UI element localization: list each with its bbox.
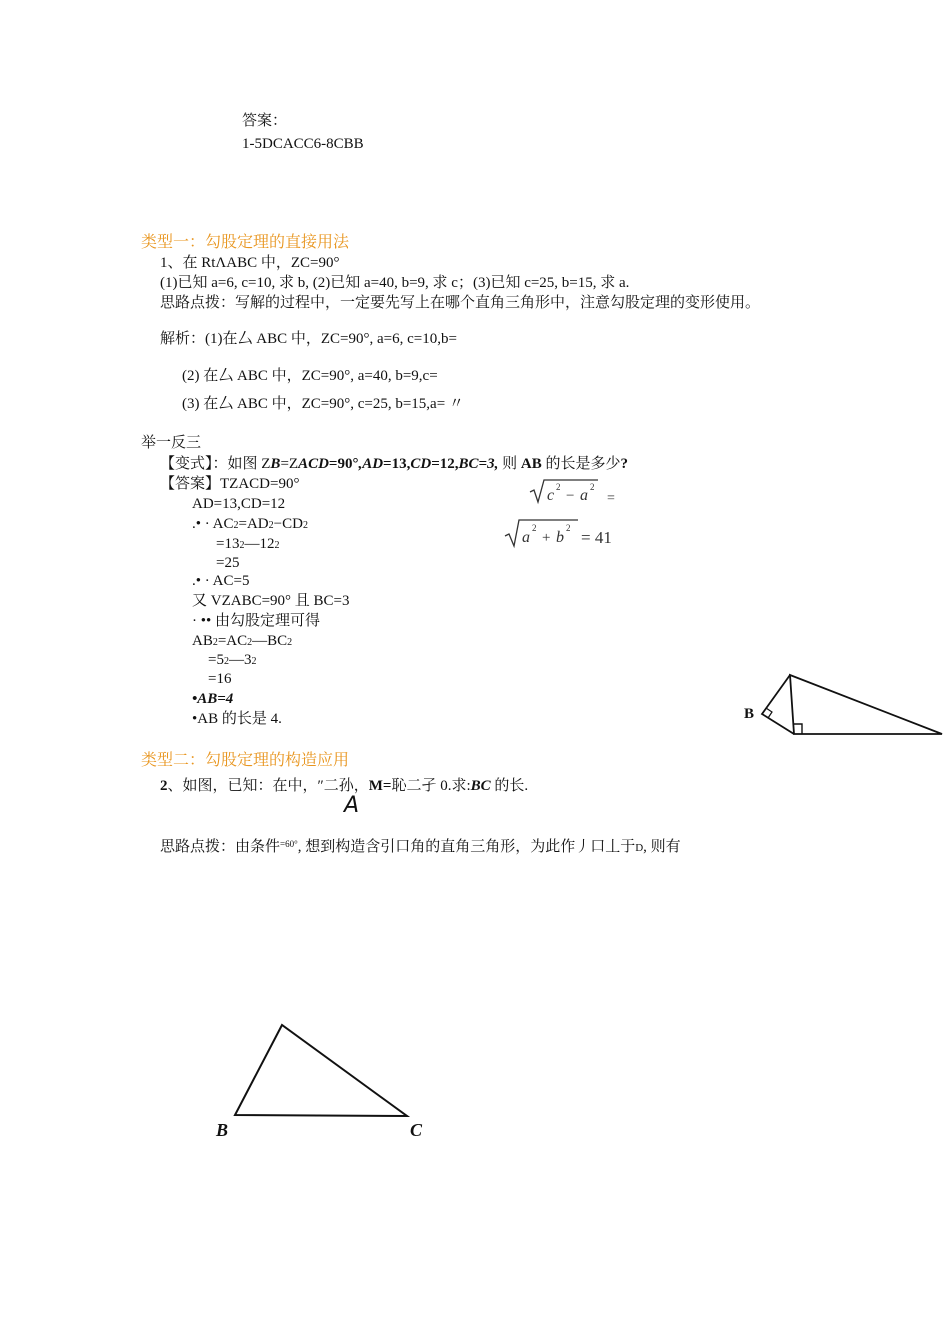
svg-text:=: =	[607, 491, 615, 506]
variant-figure	[738, 668, 950, 740]
variant-line-11: •AB=4	[192, 691, 234, 707]
variant-line-9: =52—32	[208, 652, 257, 668]
triangle-figure	[210, 1018, 440, 1143]
svg-text:a: a	[522, 529, 530, 546]
formula-sqrt-a2-b2	[505, 520, 612, 547]
type1-tip: 思路点拨：写解的过程中，一定要先写上在哪个直角三角形中，注意勾股定理的变形使用。	[160, 295, 761, 311]
type1-heading: 类型一：勾股定理的直接用法	[141, 232, 350, 251]
svg-text:a: a	[580, 487, 588, 504]
variant-line-3: =132—122	[216, 536, 280, 552]
formula-sqrt-c2-a2	[530, 480, 615, 506]
triangle-label-b: B	[216, 1120, 229, 1140]
variant-line-10: =16	[208, 671, 232, 687]
variant-line-7: · •• 由勾股定理可得	[192, 613, 320, 629]
type1-solution-3: (3) 在厶 ABC 中，ZC=90°, c=25, b=15,a= 〃	[182, 396, 464, 412]
svg-text:2: 2	[556, 482, 561, 492]
type1-solution-1: 解析：(1)在厶 ABC 中，ZC=90°, a=6, c=10,b=	[160, 331, 457, 347]
variant-line-6: 又 VZABC=90° 且 BC=3	[192, 593, 350, 609]
svg-text:= 41: = 41	[581, 528, 612, 547]
svg-text:+: +	[542, 530, 551, 546]
formula-images	[500, 478, 640, 550]
variant-question: 【变式】：如图 ZB=ZACD=90°,AD=13,CD=12,BC=3, 则 AB 的长是多少?	[160, 456, 628, 472]
type2-tip: 思路点拨：由条件$^{=60^\circ}$, 想到构造含引口角的直角三角形，为此作丿口丄于D, 则有	[160, 839, 681, 855]
svg-text:2: 2	[590, 482, 595, 492]
variant-answer-label: 【答案】TZACD=90°	[160, 476, 300, 492]
type2-heading: 类型二：勾股定理的构造应用	[141, 750, 350, 769]
svg-text:c: c	[547, 487, 555, 504]
type1-solution-2: (2) 在厶 ABC 中，ZC=90°, a=40, b=9,c=	[182, 368, 438, 384]
variant-line-5: .• · AC=5	[192, 573, 250, 589]
type2-label-a: A	[344, 793, 360, 818]
variant-figure-label-b: B	[744, 706, 755, 722]
answer-value: 1-5DCACC6-8CBB	[242, 136, 364, 152]
variant-line-12: •AB 的长是 4.	[192, 711, 282, 727]
variant-title: 举一反三	[141, 435, 202, 451]
variant-line-1: AD=13,CD=12	[192, 496, 286, 512]
answer-label: 答案：	[242, 113, 288, 129]
svg-text:−: −	[566, 488, 575, 504]
type1-question-parts: (1)已知 a=6, c=10, 求 b, (2)已知 a=40, b=9, 求 c；(3)已知 c=25, b=15, 求 a.	[160, 275, 630, 291]
svg-text:b: b	[556, 529, 564, 546]
variant-line-4: =25	[216, 555, 240, 571]
triangle-label-c: C	[410, 1120, 423, 1140]
type2-question: 2、如图，已知：在中，″二孙，M=恥二孑 0.求:BC 的长.	[160, 778, 529, 794]
variant-line-8: AB2=AC2—BC2	[192, 633, 293, 649]
type1-question: 1、在 RtΛABC 中，ZC=90°	[160, 255, 340, 271]
svg-text:2: 2	[532, 523, 537, 533]
svg-text:2: 2	[566, 523, 571, 533]
variant-line-2: .• · AC2=AD2−CD2	[192, 516, 308, 532]
